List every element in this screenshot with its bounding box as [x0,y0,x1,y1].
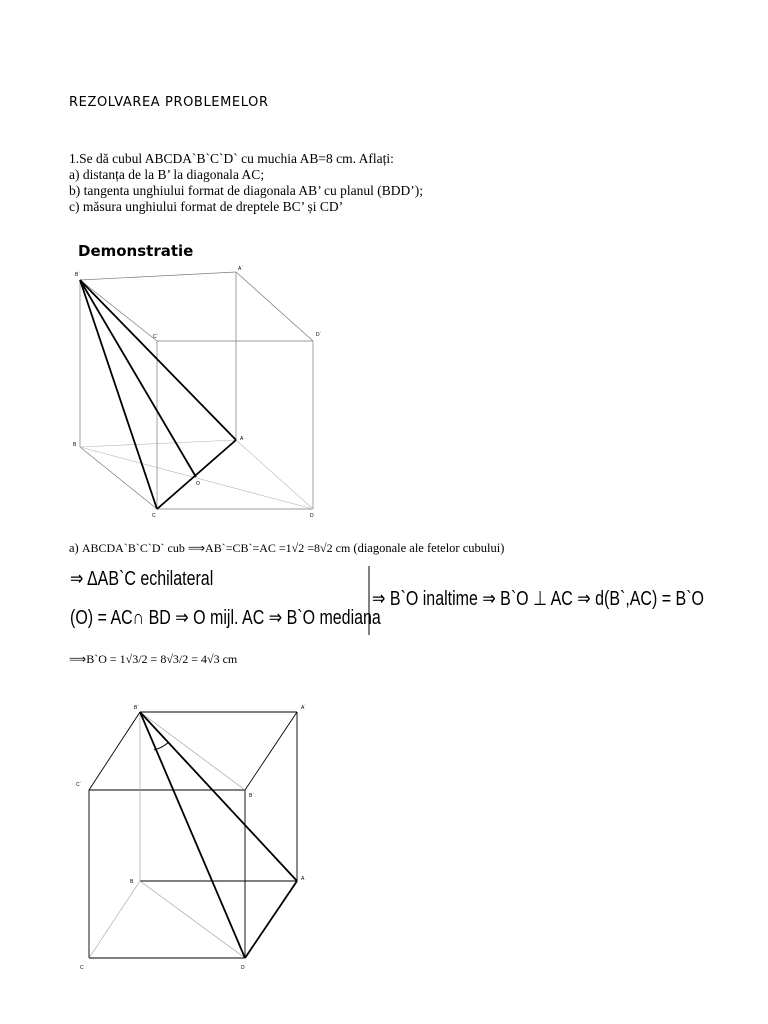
fig2-label-b1: B` [134,705,139,711]
heading: REZOLVAREA PROBLEMELOR [69,95,269,110]
fig1-label-c: C [152,513,156,519]
fig2-label-d: D [241,965,245,971]
fig2-label-a1: A` [301,705,306,711]
fig2-label-d1: B` [249,793,254,799]
conclusion-line: ⇒ B`O inaltime ⇒ B`O ⊥ AC ⇒ d(B`,AC) = B`O [372,588,704,610]
fig1-label-d: D [310,513,314,519]
demonstration-title: Demonstratie [78,242,194,260]
equilateral-line: ⇒ ΔAB`C echilateral [70,568,214,590]
fig1-label-b1: B` [75,272,80,278]
fig1-label-a: A [240,436,244,442]
angle-arc [154,742,169,750]
fig1-label-d1: D` [316,332,322,338]
problem-line-4: c) măsura unghiului format de dreptele BC’ și CD’ [69,199,344,214]
fig2-label-c1: C` [76,782,82,788]
fig1-label-c1: C` [153,334,159,340]
fig1-label-a1: A` [238,266,243,272]
problem-line-2: a) distanța de la B’ la diagonala AC; [69,167,265,182]
bo-value-line: ⟹B`O = 1√3/2 = 8√3/2 = 4√3 cm [69,652,238,666]
solution-a-equation: ABCDA`B`C`D` cub ⟹AB`=CB`=AC =1√2 =8√2 cm [81,541,351,555]
problem-line-1: 1.Se dă cubul ABCDA`B`C`D` cu muchia AB=8 cm. Aflați: [69,151,394,166]
solution-a-note: (diagonale ale fetelor cubului) [350,541,505,555]
fig1-label-b: B [73,442,77,448]
fig2-label-a: A [301,876,305,882]
fig2-label-b: B [130,879,134,885]
problem-line-3: b) tangenta unghiului format de diagonala AB’ cu planul (BDD’); [69,183,424,198]
fig1-label-o: O [196,481,200,487]
solution-a-prefix: a) [69,541,82,555]
solution-a-line [69,541,504,556]
fig2-label-c: C [80,965,84,971]
median-line: (O) = AC∩ BD ⇒ O mijl. AC ⇒ B`O mediana [70,607,381,629]
